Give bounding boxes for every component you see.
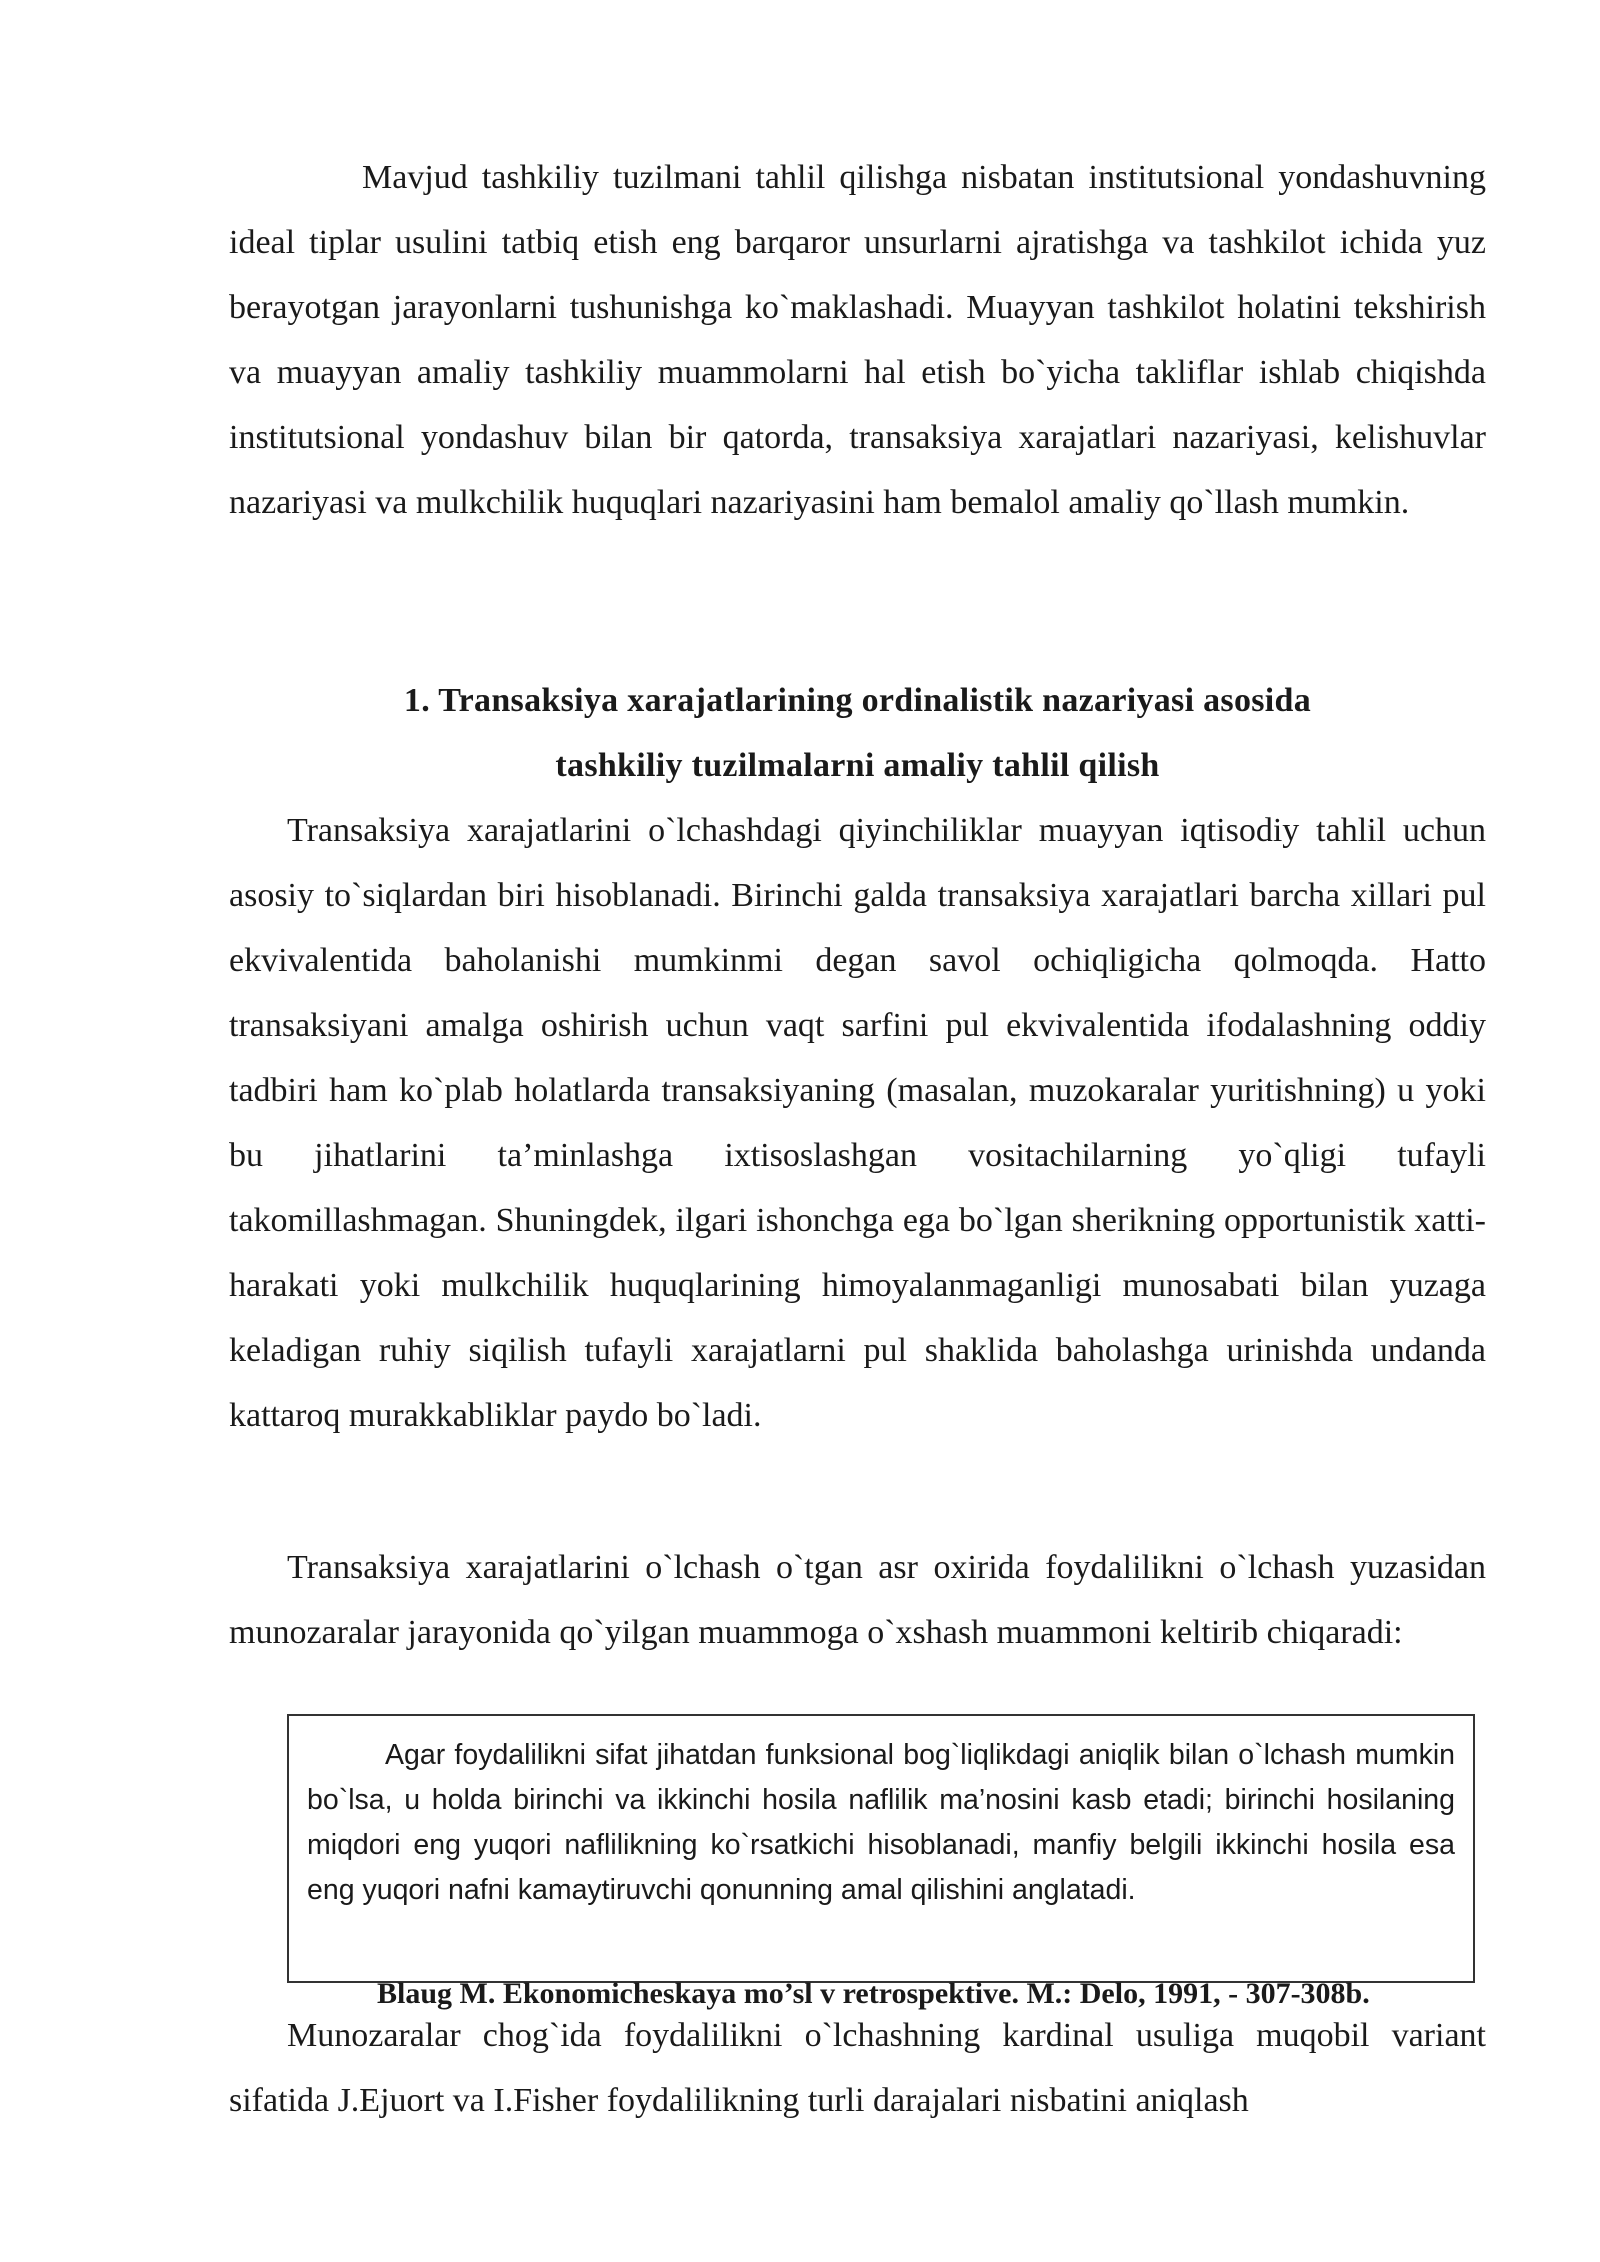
section-heading bbox=[229, 668, 1486, 798]
comparison-paragraph: Transaksiya xarajatlarini o`lchash o`tgan asr oxirida foydalilikni o`lchash yuzasidan munozaralar jarayonida qo`yilgan muammoga o`xshash muammoni keltirib chiqaradi: bbox=[229, 1549, 1486, 1651]
section-heading-line2: tashkiliy tuzilmalarni amaliy tahlil qilish bbox=[555, 747, 1160, 784]
measurement-paragraph: Transaksiya xarajatlarini o`lchashdagi qiyinchiliklar muayyan iqtisodiy tahlil uchun asosiy to`siqlardan biri hisoblanadi. Birinchi galda transaksiya xarajatlari barcha xillari pul ekvivalentida baholanishi mumkinmi degan savol ochiqligicha qolmoqda. Hatto transaksiyani amalga oshirish uchun vaqt sarfini pul ekvivalentida ifodalashning oddiy tadbiri ham ko`plab holatlarda transaksiyaning (masalan, muzokaralar yuritishning) u yoki bu jihatlarini ta’minlashga ixtisoslashgan vositachilarning yo`qligi tufayli takomillashmagan. Shuningdek, ilgari ishonchga ega bo`lgan sherikning opportunistik xatti-harakati yoki mulkchilik huquqlarining himoyalanmaganligi munosabati bilan yuzaga keladigan ruhiy siqilish tufayli xarajatlarni pul shaklida baholashga urinishda undanda kattaroq murakkabliklar paydo bo`ladi. bbox=[229, 812, 1486, 1434]
discussion-paragraph: Munozaralar chog`ida foydalilikni o`lchashning kardinal usuliga muqobil variant sifatida J.Ejuort va I.Fisher foydalilikning turli darajalari nisbatini aniqlash bbox=[229, 2017, 1486, 2119]
section-heading-line1: 1. Transaksiya xarajatlarining ordinalistik nazariyasi asosida bbox=[403, 682, 1312, 719]
intro-paragraph: Mavjud tashkiliy tuzilmani tahlil qilishga nisbatan institutsional yondashuvning ideal tiplar usulini tatbiq etish eng barqaror unsurlarni ajratishga va tashkilot ichida yuz berayotgan jarayonlarni tushunishga ko`maklashadi. Muayyan tashkilot holatini tekshirish va muayyan amaliy tashkiliy muammolarni hal etish bo`yicha takliflar ishlab chiqishda institutsional yondashuv bilan bir qatorda, transaksiya xarajatlari nazariyasi, kelishuvlar nazariyasi va mulkchilik huquqlari nazariyasini ham bemalol amaliy qo`llash mumkin. bbox=[229, 159, 1486, 521]
citation-source: Blaug M. Ekonomicheskaya mo’sl v retrospektive. M.: Delo, 1991, - 307-308b. bbox=[377, 1977, 1370, 2010]
quote-text: Agar foydalilikni sifat jihatdan funksional bog`liqlikdagi aniqlik bilan o`lchash mumkin bo`lsa, u holda birinchi va ikkinchi hosila naflilik ma’nosini kasb etadi; birinchi hosilaning miqdori eng yuqori naflilikning ko`rsatkichi hisoblanadi, manfiy belgili ikkinchi hosila esa eng yuqori nafni kamaytiruvchi qonunning amal qilishini anglatadi. bbox=[307, 1739, 1455, 1906]
quote-box bbox=[287, 1714, 1475, 1983]
